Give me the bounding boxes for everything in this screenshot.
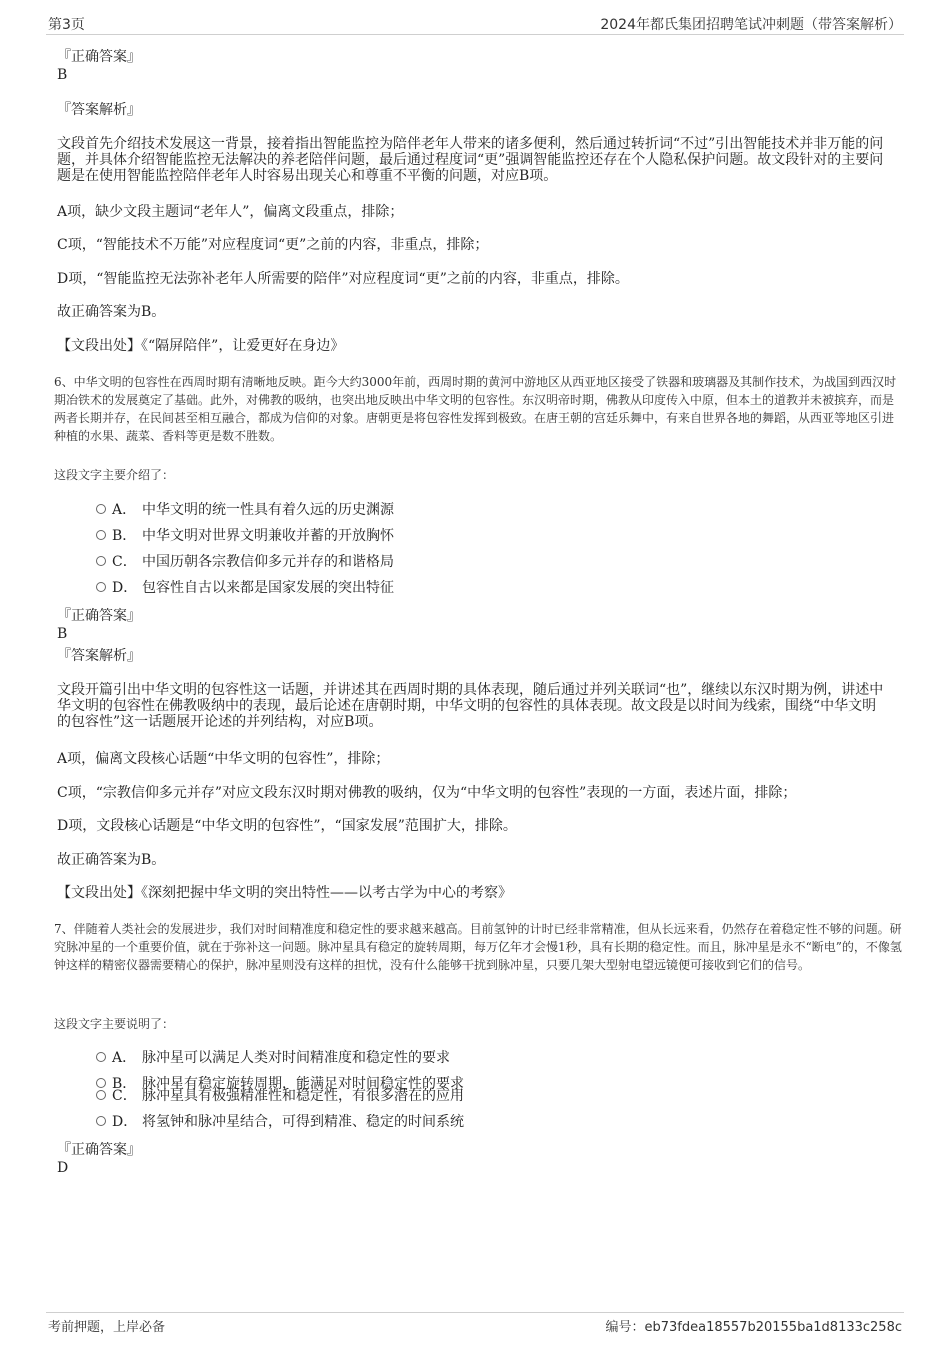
- radio-icon[interactable]: [96, 1090, 106, 1100]
- passage-source: 【文段出处】《深刻把握中华文明的突出特性——以考古学为中心的考察》: [57, 885, 512, 901]
- option-6-d[interactable]: D． 包容性自古以来都是国家发展的突出特征: [96, 578, 394, 598]
- analysis-option-a: A项，缺少文段主题词“老年人”，偏离文段重点，排除；: [57, 204, 404, 220]
- analysis-option-c: C项，“智能技术不万能”对应程度词“更”之前的内容，非重点，排除；: [57, 237, 489, 253]
- radio-icon[interactable]: [96, 582, 106, 592]
- question-prompt-6: 这段文字主要介绍了：: [54, 468, 175, 482]
- answer-label: 『正确答案』: [57, 49, 141, 65]
- analysis-option-a: A项，偏离文段核心话题“中华文明的包容性”，排除；: [57, 751, 390, 767]
- analysis-option-d: D项，文段核心话题是“中华文明的包容性”，“国家发展”范围扩大，排除。: [57, 818, 517, 834]
- analysis-option-d: D项，“智能监控无法弥补老年人所需要的陪伴”对应程度词“更”之前的内容，非重点，排除。: [57, 271, 629, 287]
- question-stem-6: 6、中华文明的包容性在西周时期有清晰地反映。距今大约3000年前，西周时期的黄河中游地区从西亚地区接受了铁器和玻璃器及其制作技术，为战国到西汉时期冶铁术的发展奠定了基础。此外，对佛教的吸纳，也突出地反映出中华文明的包容性。东汉明帝时期，佛教从印度传入中原，但本土的道教并未被摈弃，而是两者长期并存，在民间甚至相互融合，都成为信仰的对象。唐朝更是将包容性发挥到极致。在唐王朝的宫廷乐舞中，有来自世界各地的舞蹈，从西亚等地区引进种植的水果、蔬菜、香料等更是数不胜数。: [54, 375, 897, 443]
- option-6-c[interactable]: C． 中国历朝各宗教信仰多元并存的和谐格局: [96, 552, 394, 572]
- answer-value: B: [57, 67, 68, 83]
- final-answer: 故正确答案为B。: [57, 852, 166, 868]
- answer-label: 『正确答案』: [57, 608, 141, 624]
- option-7-b[interactable]: B． 脉冲星有稳定旋转周期，能满足对时间稳定性的要求: [96, 1074, 464, 1094]
- page-number: 第3页: [48, 17, 85, 33]
- radio-icon[interactable]: [96, 530, 106, 540]
- footer-slogan: 考前押题，上岸必备: [48, 1320, 166, 1335]
- question-stem-7: 7、伴随着人类社会的发展进步，我们对时间精准度和稳定性的要求越来越高。目前氢钟的计时已经非常精准，但从长远来看，仍然存在着稳定性不够的问题。研究脉冲星的一个重要价值，就在于弥补这一问题。脉冲星具有稳定的旋转周期，每万亿年才会慢1秒，具有长期的稳定性。而且，脉冲星是永不“断电”的，不像氢钟这样的精密仪器需要精心的保护，脉冲星则没有这样的担忧，没有什么能够干扰到脉冲星，只要几架大型射电望远镜便可接收到它们的信号。: [54, 922, 902, 972]
- page-footer: [46, 1312, 904, 1339]
- answer-value: D: [57, 1160, 69, 1176]
- radio-icon[interactable]: [96, 1116, 106, 1126]
- analysis-text: 文段首先介绍技术发展这一背景，接着指出智能监控为陪伴老年人带来的诸多便利，然后通过转折词“不过”引出智能技术并非万能的问题，并具体介绍智能监控无法解决的养老陪伴问题，最后通过程度词“更”强调智能监控还存在个人隐私保护问题。故文段针对的主要问题是在使用智能监控陪伴老年人时容易出现关心和尊重不平衡的问题，对应B项。: [57, 136, 884, 184]
- analysis-label: 『答案解析』: [57, 102, 141, 118]
- document-id: 编号：eb73fdea18557b20155ba1d8133c258c: [605, 1320, 902, 1335]
- final-answer: 故正确答案为B。: [57, 304, 166, 320]
- question-prompt-7: 这段文字主要说明了：: [54, 1017, 175, 1031]
- option-6-b[interactable]: B． 中华文明对世界文明兼收并蓄的开放胸怀: [96, 526, 394, 546]
- document-title: 2024年都氏集团招聘笔试冲刺题（带答案解析）: [600, 17, 902, 33]
- analysis-text: 文段开篇引出中华文明的包容性这一话题，并讲述其在西周时期的具体表现，随后通过并列关联词“也”，继续以东汉时期为例，讲述中华文明的包容性在佛教吸纳中的表现，最后论述在唐朝时期，中华文明的包容性的具体表现。故文段是以时间为线索，围绕“中华文明的包容性”这一话题展开论述的并列结构，对应B项。: [57, 682, 884, 730]
- option-7-a[interactable]: A． 脉冲星可以满足人类对时间精准度和稳定性的要求: [96, 1048, 450, 1068]
- option-7-c[interactable]: C． 脉冲星具有极强精准性和稳定性，有很多潜在的应用: [96, 1086, 464, 1106]
- radio-icon[interactable]: [96, 504, 106, 514]
- analysis-label: 『答案解析』: [57, 648, 141, 664]
- radio-icon[interactable]: [96, 1052, 106, 1062]
- radio-icon[interactable]: [96, 556, 106, 566]
- analysis-option-c: C项，“宗教信仰多元并存”对应文段东汉时期对佛教的吸纳，仅为“中华文明的包容性”表现的一方面，表述片面，排除；: [57, 785, 797, 801]
- option-7-d[interactable]: D． 将氢钟和脉冲星结合，可得到精准、稳定的时间系统: [96, 1112, 464, 1132]
- answer-value: B: [57, 626, 68, 642]
- option-6-a[interactable]: A． 中华文明的统一性具有着久远的历史渊源: [96, 500, 394, 520]
- passage-source: 【文段出处】《“隔屏陪伴”，让爱更好在身边》: [57, 338, 345, 354]
- answer-label: 『正确答案』: [57, 1142, 141, 1158]
- page-header: [46, 12, 904, 35]
